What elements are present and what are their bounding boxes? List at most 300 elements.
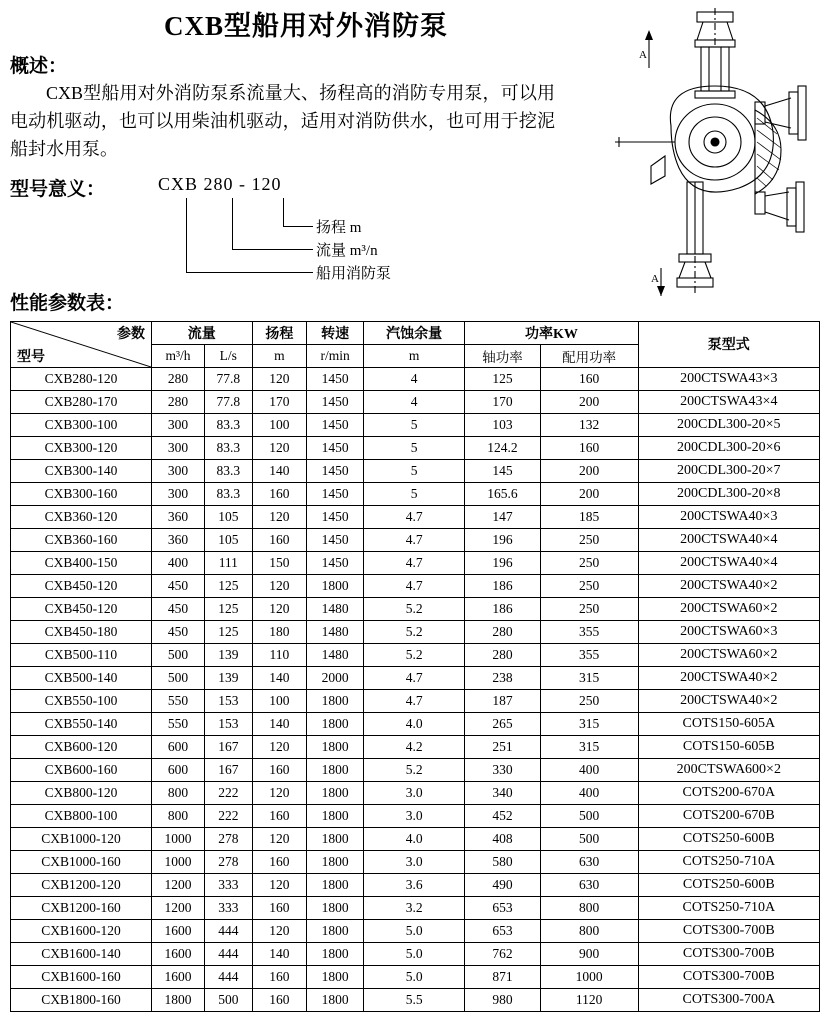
cell-model: CXB1000-160 (11, 850, 152, 873)
cell-pump-type: 200CTSWA40×2 (638, 574, 819, 597)
cell-value: 250 (540, 689, 638, 712)
cell-value: 125 (205, 597, 252, 620)
legend-label-flow: 流量 m³/n (316, 242, 378, 259)
cell-value: 4.7 (364, 689, 465, 712)
cell-pump-type: COTS300-700B (638, 919, 819, 942)
cell-pump-type: 200CTSWA43×4 (638, 390, 819, 413)
cell-model: CXB600-120 (11, 735, 152, 758)
cell-model: CXB1200-160 (11, 896, 152, 919)
cell-value: 110 (252, 643, 307, 666)
cell-model: CXB300-160 (11, 482, 152, 505)
table-row (11, 620, 820, 643)
cell-value: 160 (252, 528, 307, 551)
table-row (11, 735, 820, 758)
table-row (11, 597, 820, 620)
cell-value: 1000 (152, 850, 205, 873)
cell-pump-type: COTS250-710A (638, 896, 819, 919)
cell-value: 140 (252, 712, 307, 735)
cell-value: 125 (465, 367, 540, 390)
cell-value: 100 (252, 689, 307, 712)
cell-value: 3.2 (364, 896, 465, 919)
cell-value: 653 (465, 896, 540, 919)
cell-value: 280 (465, 620, 540, 643)
cell-value: 238 (465, 666, 540, 689)
cell-value: 1450 (307, 505, 364, 528)
cell-value: 300 (152, 459, 205, 482)
cell-value: 400 (540, 781, 638, 804)
cell-value: 1800 (307, 689, 364, 712)
table-row (11, 436, 820, 459)
cell-model: CXB600-160 (11, 758, 152, 781)
cell-value: 5 (364, 482, 465, 505)
table-row (11, 574, 820, 597)
overview-paragraph: CXB型船用对外消防泵系流量大、扬程高的消防专用泵，可以用电动机驱动，也可以用柴油机驱动，适用对消防供水，也可用于挖泥船封水用泵。 (10, 83, 555, 159)
cell-value: 1800 (307, 827, 364, 850)
cell-value: 1450 (307, 551, 364, 574)
cell-value: 1480 (307, 597, 364, 620)
cell-value: 355 (540, 620, 638, 643)
cell-value: 167 (205, 735, 252, 758)
cell-value: 1800 (307, 942, 364, 965)
cell-value: 120 (252, 919, 307, 942)
cell-value: 1800 (307, 965, 364, 988)
cell-model: CXB300-120 (11, 436, 152, 459)
cell-value: 103 (465, 413, 540, 436)
cell-value: 450 (152, 620, 205, 643)
cell-value: 4.7 (364, 666, 465, 689)
cell-value: 330 (465, 758, 540, 781)
cell-value: 153 (205, 712, 252, 735)
cell-value: 200 (540, 390, 638, 413)
model-designation-block (10, 174, 570, 284)
cell-value: 120 (252, 735, 307, 758)
unit-rated-power: 配用功率 (540, 344, 638, 367)
cell-pump-type: 200CTSWA40×4 (638, 528, 819, 551)
unit-flow-m3h: m³/h (152, 344, 205, 367)
section-label-a-top: A (639, 49, 647, 61)
cell-pump-type: 200CDL300-20×8 (638, 482, 819, 505)
cell-pump-type: COTS150-605A (638, 712, 819, 735)
model-heading: 型号意义： (10, 178, 106, 200)
cell-pump-type: 200CTSWA60×2 (638, 643, 819, 666)
performance-table (10, 321, 820, 1012)
cell-value: 250 (540, 574, 638, 597)
cell-value: 120 (252, 873, 307, 896)
section-label-a-bottom: A (651, 273, 659, 285)
cell-model: CXB550-140 (11, 712, 152, 735)
cell-value: 1000 (152, 827, 205, 850)
cell-model: CXB800-100 (11, 804, 152, 827)
table-row (11, 413, 820, 436)
cell-value: 444 (205, 942, 252, 965)
cell-value: 490 (465, 873, 540, 896)
cell-pump-type: 200CTSWA40×4 (638, 551, 819, 574)
table-row (11, 528, 820, 551)
cell-model: CXB1800-160 (11, 988, 152, 1011)
unit-head-m: m (252, 344, 307, 367)
cell-value: 500 (205, 988, 252, 1011)
cell-value: 83.3 (205, 459, 252, 482)
unit-speed-rmin: r/min (307, 344, 364, 367)
cell-value: 5.2 (364, 643, 465, 666)
cell-value: 2000 (307, 666, 364, 689)
cell-value: 120 (252, 574, 307, 597)
cell-model: CXB450-120 (11, 574, 152, 597)
cell-value: 83.3 (205, 413, 252, 436)
cell-value: 222 (205, 804, 252, 827)
cell-value: 120 (252, 436, 307, 459)
cell-value: 160 (540, 367, 638, 390)
cell-value: 315 (540, 735, 638, 758)
cell-value: 3.0 (364, 850, 465, 873)
cell-value: 4.0 (364, 827, 465, 850)
table-corner-cell (11, 321, 152, 367)
cell-value: 1800 (307, 873, 364, 896)
cell-value: 1800 (307, 919, 364, 942)
cell-value: 333 (205, 896, 252, 919)
cell-value: 1800 (307, 988, 364, 1011)
cell-value: 3.0 (364, 804, 465, 827)
table-row (11, 712, 820, 735)
cell-value: 4.7 (364, 574, 465, 597)
cell-value: 630 (540, 850, 638, 873)
cell-value: 147 (465, 505, 540, 528)
cell-value: 1600 (152, 965, 205, 988)
cell-value: 280 (152, 390, 205, 413)
cell-value: 600 (152, 758, 205, 781)
cell-value: 265 (465, 712, 540, 735)
table-row (11, 965, 820, 988)
table-row (11, 689, 820, 712)
leader-line-head (283, 198, 284, 227)
table-row (11, 390, 820, 413)
cell-value: 120 (252, 597, 307, 620)
cell-value: 165.6 (465, 482, 540, 505)
cell-value: 4.7 (364, 528, 465, 551)
table-row (11, 459, 820, 482)
cell-value: 77.8 (205, 367, 252, 390)
cell-value: 250 (540, 597, 638, 620)
cell-value: 5 (364, 413, 465, 436)
leader-line-head-h (283, 226, 313, 227)
cell-value: 871 (465, 965, 540, 988)
cell-value: 132 (540, 413, 638, 436)
group-header-flow: 流量 (152, 321, 253, 344)
cell-value: 1800 (307, 850, 364, 873)
table-row (11, 666, 820, 689)
cell-value: 500 (152, 666, 205, 689)
table-row (11, 804, 820, 827)
cell-value: 170 (252, 390, 307, 413)
cell-value: 153 (205, 689, 252, 712)
cell-value: 1450 (307, 413, 364, 436)
cell-value: 120 (252, 781, 307, 804)
table-row (11, 482, 820, 505)
cell-value: 4.2 (364, 735, 465, 758)
cell-value: 120 (252, 505, 307, 528)
cell-value: 186 (465, 597, 540, 620)
cell-model: CXB1200-120 (11, 873, 152, 896)
cell-pump-type: COTS300-700A (638, 988, 819, 1011)
cell-model: CXB1600-140 (11, 942, 152, 965)
cell-value: 139 (205, 666, 252, 689)
table-body (11, 367, 820, 1011)
page-title: CXB型船用对外消防泵 (163, 11, 448, 41)
cell-model: CXB280-120 (11, 367, 152, 390)
cell-pump-type: 200CDL300-20×6 (638, 436, 819, 459)
cell-value: 196 (465, 528, 540, 551)
cell-value: 800 (540, 896, 638, 919)
cell-value: 1480 (307, 643, 364, 666)
model-code: CXB 280 - 120 (158, 173, 282, 194)
group-header-pumptype: 泵型式 (638, 321, 819, 367)
cell-pump-type: COTS200-670A (638, 781, 819, 804)
cell-value: 550 (152, 689, 205, 712)
cell-value: 100 (252, 413, 307, 436)
cell-value: 77.8 (205, 390, 252, 413)
leader-line-type-h (186, 272, 313, 273)
cell-value: 408 (465, 827, 540, 850)
cell-pump-type: COTS300-700B (638, 942, 819, 965)
cell-value: 111 (205, 551, 252, 574)
corner-model-label: 型号 (17, 349, 45, 365)
cell-pump-type: 200CTSWA60×3 (638, 620, 819, 643)
cell-value: 1800 (307, 712, 364, 735)
cell-value: 444 (205, 919, 252, 942)
table-row (11, 758, 820, 781)
cell-value: 185 (540, 505, 638, 528)
cell-model: CXB450-120 (11, 597, 152, 620)
cell-value: 196 (465, 551, 540, 574)
cell-pump-type: 200CTSWA40×2 (638, 666, 819, 689)
table-row (11, 643, 820, 666)
leader-line-flow (232, 198, 233, 250)
cell-value: 1450 (307, 459, 364, 482)
leader-line-flow-h (232, 249, 313, 250)
group-header-speed: 转速 (307, 321, 364, 344)
cell-value: 1000 (540, 965, 638, 988)
table-row (11, 942, 820, 965)
cell-value: 250 (540, 551, 638, 574)
overview-heading: 概述： (10, 56, 68, 77)
cell-value: 120 (252, 827, 307, 850)
cell-value: 278 (205, 850, 252, 873)
cell-pump-type: 200CTSWA600×2 (638, 758, 819, 781)
cell-value: 5.5 (364, 988, 465, 1011)
cell-value: 4.7 (364, 551, 465, 574)
legend-label-type: 船用消防泵 (316, 265, 392, 282)
cell-value: 160 (540, 436, 638, 459)
cell-value: 167 (205, 758, 252, 781)
cell-value: 360 (152, 528, 205, 551)
cell-value: 1800 (307, 735, 364, 758)
cell-model: CXB1000-120 (11, 827, 152, 850)
cell-value: 1200 (152, 896, 205, 919)
performance-heading: 性能参数表： (10, 292, 125, 314)
cell-value: 762 (465, 942, 540, 965)
cell-pump-type: 200CTSWA40×2 (638, 689, 819, 712)
cell-value: 1800 (152, 988, 205, 1011)
cell-pump-type: COTS250-710A (638, 850, 819, 873)
cell-pump-type: 200CTSWA40×3 (638, 505, 819, 528)
cell-model: CXB500-140 (11, 666, 152, 689)
cell-value: 187 (465, 689, 540, 712)
cell-value: 800 (152, 804, 205, 827)
cell-value: 5.2 (364, 758, 465, 781)
cell-value: 5 (364, 459, 465, 482)
cell-value: 300 (152, 436, 205, 459)
table-row (11, 896, 820, 919)
cell-value: 630 (540, 873, 638, 896)
group-header-npsh: 汽蚀余量 (364, 321, 465, 344)
cell-value: 5.2 (364, 597, 465, 620)
cell-value: 280 (152, 367, 205, 390)
cell-value: 1480 (307, 620, 364, 643)
cell-value: 4 (364, 390, 465, 413)
cell-value: 315 (540, 666, 638, 689)
cell-value: 250 (540, 528, 638, 551)
cell-value: 278 (205, 827, 252, 850)
cell-value: 5.0 (364, 919, 465, 942)
cell-value: 251 (465, 735, 540, 758)
cell-pump-type: COTS250-600B (638, 827, 819, 850)
cell-value: 1450 (307, 482, 364, 505)
cell-value: 340 (465, 781, 540, 804)
cell-value: 160 (252, 965, 307, 988)
table-row (11, 827, 820, 850)
table-row (11, 919, 820, 942)
cell-model: CXB450-180 (11, 620, 152, 643)
cell-value: 444 (205, 965, 252, 988)
cell-value: 180 (252, 620, 307, 643)
cell-value: 140 (252, 459, 307, 482)
cell-value: 83.3 (205, 436, 252, 459)
cell-pump-type: COTS250-600B (638, 873, 819, 896)
cell-value: 140 (252, 666, 307, 689)
table-row (11, 988, 820, 1011)
cell-value: 1450 (307, 390, 364, 413)
cell-value: 800 (540, 919, 638, 942)
cell-value: 125 (205, 620, 252, 643)
cell-value: 1120 (540, 988, 638, 1011)
cell-value: 1450 (307, 367, 364, 390)
table-row (11, 873, 820, 896)
cell-value: 160 (252, 758, 307, 781)
cell-value: 5 (364, 436, 465, 459)
cell-value: 200 (540, 459, 638, 482)
cell-pump-type: 200CTSWA60×2 (638, 597, 819, 620)
cell-value: 170 (465, 390, 540, 413)
cell-value: 160 (252, 896, 307, 919)
cell-value: 800 (152, 781, 205, 804)
cell-value: 120 (252, 367, 307, 390)
cell-value: 150 (252, 551, 307, 574)
cell-value: 452 (465, 804, 540, 827)
cell-value: 4.0 (364, 712, 465, 735)
group-header-head: 扬程 (252, 321, 307, 344)
cell-model: CXB550-100 (11, 689, 152, 712)
corner-param-label: 参数 (117, 326, 145, 342)
legend-label-head: 扬程 m (316, 219, 362, 236)
cell-value: 5.0 (364, 942, 465, 965)
cell-value: 550 (152, 712, 205, 735)
leader-line-type (186, 198, 187, 273)
table-row (11, 367, 820, 390)
cell-value: 500 (540, 827, 638, 850)
cell-value: 400 (540, 758, 638, 781)
cell-value: 160 (252, 988, 307, 1011)
cell-pump-type: 200CDL300-20×7 (638, 459, 819, 482)
cell-value: 83.3 (205, 482, 252, 505)
cell-pump-type: COTS300-700B (638, 965, 819, 988)
cell-value: 3.6 (364, 873, 465, 896)
cell-value: 653 (465, 919, 540, 942)
cell-model: CXB300-100 (11, 413, 152, 436)
cell-value: 222 (205, 781, 252, 804)
cell-value: 900 (540, 942, 638, 965)
cell-value: 500 (540, 804, 638, 827)
cell-value: 124.2 (465, 436, 540, 459)
cell-model: CXB1600-120 (11, 919, 152, 942)
cell-value: 1600 (152, 942, 205, 965)
cell-value: 360 (152, 505, 205, 528)
cell-value: 1450 (307, 528, 364, 551)
pump-assembly-drawing (609, 6, 824, 296)
cell-value: 160 (252, 850, 307, 873)
cell-value: 300 (152, 413, 205, 436)
cell-value: 280 (465, 643, 540, 666)
cell-model: CXB280-170 (11, 390, 152, 413)
cell-pump-type: COTS200-670B (638, 804, 819, 827)
cell-value: 160 (252, 804, 307, 827)
cell-value: 5.0 (364, 965, 465, 988)
cell-value: 315 (540, 712, 638, 735)
cell-value: 1800 (307, 758, 364, 781)
unit-flow-ls: L/s (205, 344, 252, 367)
table-row (11, 551, 820, 574)
cell-value: 1600 (152, 919, 205, 942)
cell-pump-type: COTS150-605B (638, 735, 819, 758)
cell-model: CXB500-110 (11, 643, 152, 666)
cell-value: 1800 (307, 804, 364, 827)
cell-model: CXB360-160 (11, 528, 152, 551)
cell-model: CXB360-120 (11, 505, 152, 528)
cell-value: 145 (465, 459, 540, 482)
cell-value: 580 (465, 850, 540, 873)
table-row (11, 505, 820, 528)
table-header-row-groups (11, 321, 820, 344)
cell-value: 5.2 (364, 620, 465, 643)
cell-value: 450 (152, 574, 205, 597)
unit-shaft-power: 轴功率 (465, 344, 540, 367)
table-row (11, 781, 820, 804)
cell-value: 1200 (152, 873, 205, 896)
cell-value: 160 (252, 482, 307, 505)
cell-value: 1800 (307, 781, 364, 804)
cell-value: 3.0 (364, 781, 465, 804)
cell-value: 1800 (307, 896, 364, 919)
cell-model: CXB1600-160 (11, 965, 152, 988)
cell-pump-type: 200CTSWA43×3 (638, 367, 819, 390)
table-row (11, 850, 820, 873)
cell-value: 355 (540, 643, 638, 666)
cell-value: 105 (205, 505, 252, 528)
cell-value: 186 (465, 574, 540, 597)
cell-value: 200 (540, 482, 638, 505)
cell-value: 333 (205, 873, 252, 896)
cell-value: 400 (152, 551, 205, 574)
cell-value: 140 (252, 942, 307, 965)
